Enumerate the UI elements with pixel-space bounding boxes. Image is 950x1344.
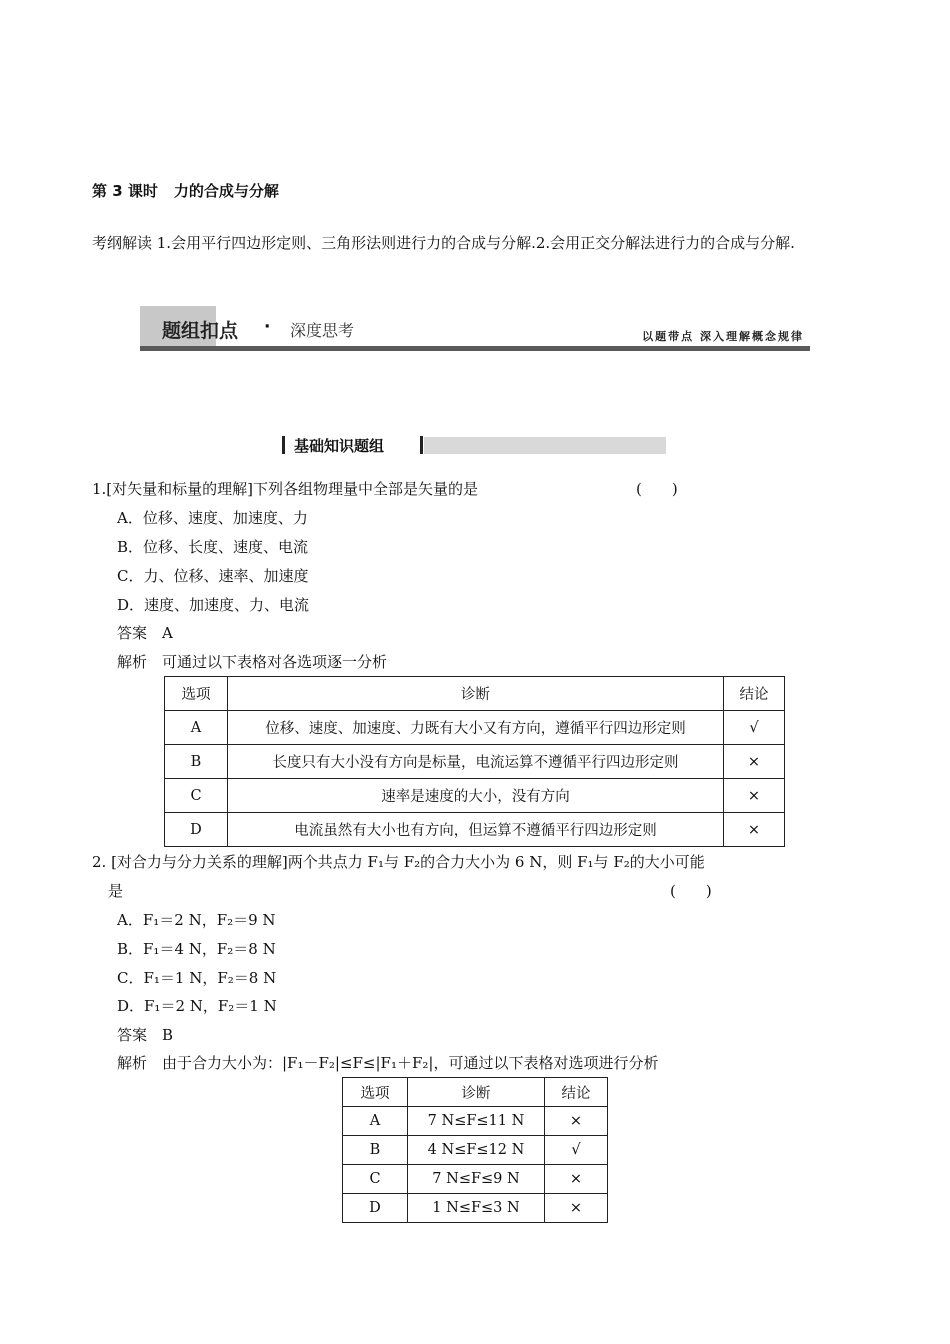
table-cell-diagnosis: 速率是速度的大小，没有方向	[228, 779, 724, 813]
q1-option-d: D．速度、加速度、力、电流	[117, 596, 310, 614]
table-row	[165, 779, 785, 813]
banner-slogan: 以题带点 深入理解概念规律	[642, 330, 804, 343]
table-row	[165, 813, 785, 847]
table-cell-diagnosis: 1 N≤F≤3 N	[408, 1194, 545, 1223]
q2-option-b: B．F₁＝4 N，F₂＝8 N	[117, 940, 276, 958]
table-cell-conclusion: √	[724, 711, 785, 745]
q1-stem: 1.[对矢量和标量的理解]下列各组物理量中全部是矢量的是	[92, 480, 479, 498]
q2-option-c: C．F₁＝1 N，F₂＝8 N	[117, 969, 277, 987]
table-row	[343, 1107, 608, 1136]
q1-analysis: 解析 可通过以下表格对各选项逐一分析	[117, 653, 388, 671]
banner-underline	[140, 346, 810, 351]
table-header-row	[343, 1078, 608, 1107]
q2-option-d: D．F₁＝2 N，F₂＝1 N	[117, 997, 277, 1015]
q2-option-a: A．F₁＝2 N，F₂＝9 N	[117, 911, 276, 929]
table-cell-conclusion: ×	[724, 779, 785, 813]
section-heading-shade	[424, 437, 666, 454]
q1-answer-bracket: ( )	[636, 480, 678, 498]
q1-option-c: C．力、位移、速率、加速度	[117, 567, 309, 585]
table-row	[165, 711, 785, 745]
table-row	[165, 745, 785, 779]
table-cell-conclusion: ×	[545, 1165, 608, 1194]
table-header-cell: 诊断	[408, 1078, 545, 1107]
table-header-cell: 结论	[545, 1078, 608, 1107]
table-header-row	[165, 677, 785, 711]
table-cell-diagnosis: 7 N≤F≤11 N	[408, 1107, 545, 1136]
table-row	[343, 1136, 608, 1165]
table-cell-diagnosis: 7 N≤F≤9 N	[408, 1165, 545, 1194]
q2-stem-line1: 2. [对合力与分力关系的理解]两个共点力 F₁与 F₂的合力大小为 6 N，则 F₁与 F₂的大小可能	[92, 853, 705, 871]
section-banner	[140, 306, 810, 352]
table-cell-option: C	[343, 1165, 408, 1194]
table-header-cell: 选项	[343, 1078, 408, 1107]
lesson-topic: 力的合成与分解	[173, 182, 279, 200]
table-cell-diagnosis: 电流虽然有大小也有方向，但运算不遵循平行四边形定则	[228, 813, 724, 847]
table-cell-diagnosis: 4 N≤F≤12 N	[408, 1136, 545, 1165]
table-cell-option: D	[343, 1194, 408, 1223]
table-cell-option: B	[343, 1136, 408, 1165]
section-heading	[282, 434, 666, 454]
table-cell-conclusion: √	[545, 1136, 608, 1165]
table-cell-conclusion: ×	[724, 745, 785, 779]
table-row	[343, 1194, 608, 1223]
table-header-cell: 诊断	[228, 677, 724, 711]
table-cell-conclusion: ×	[545, 1107, 608, 1136]
section-heading-right-bar	[420, 436, 423, 454]
table-header-cell: 选项	[165, 677, 228, 711]
section-heading-left-bar	[282, 436, 285, 454]
table-cell-conclusion: ×	[724, 813, 785, 847]
table-cell-option: C	[165, 779, 228, 813]
q2-stem-line2: 是	[108, 882, 124, 900]
lesson-title	[92, 180, 279, 201]
q1-answer: 答案 A	[117, 624, 173, 642]
syllabus-outline: 考纲解读 1.会用平行四边形定则、三角形法则进行力的合成与分解.2.会用正交分解法进行力的合成与分解.	[92, 234, 795, 252]
q1-analysis-table	[164, 676, 785, 847]
table-cell-diagnosis: 长度只有大小没有方向是标量，电流运算不遵循平行四边形定则	[228, 745, 724, 779]
q2-analysis: 解析 由于合力大小为：|F₁－F₂|≤F≤|F₁＋F₂|，可通过以下表格对选项进行分析	[117, 1054, 659, 1072]
table-cell-option: A	[165, 711, 228, 745]
lesson-number: 第 3 课时	[92, 182, 158, 200]
banner-main-title: 题组扣点	[162, 320, 239, 342]
table-cell-diagnosis: 位移、速度、加速度、力既有大小又有方向，遵循平行四边形定则	[228, 711, 724, 745]
section-heading-text: 基础知识题组	[294, 437, 385, 455]
table-cell-option: A	[343, 1107, 408, 1136]
q2-analysis-table	[342, 1077, 608, 1223]
table-cell-conclusion: ×	[545, 1194, 608, 1223]
q2-answer-bracket: ( )	[670, 882, 712, 900]
table-header-cell: 结论	[724, 677, 785, 711]
table-row	[343, 1165, 608, 1194]
q1-option-a: A．位移、速度、加速度、力	[117, 509, 308, 527]
banner-subtitle: 深度思考	[290, 321, 355, 340]
q2-answer: 答案 B	[117, 1026, 174, 1044]
table-cell-option: B	[165, 745, 228, 779]
banner-dot: ·	[264, 317, 271, 337]
table-cell-option: D	[165, 813, 228, 847]
q1-option-b: B．位移、长度、速度、电流	[117, 538, 309, 556]
